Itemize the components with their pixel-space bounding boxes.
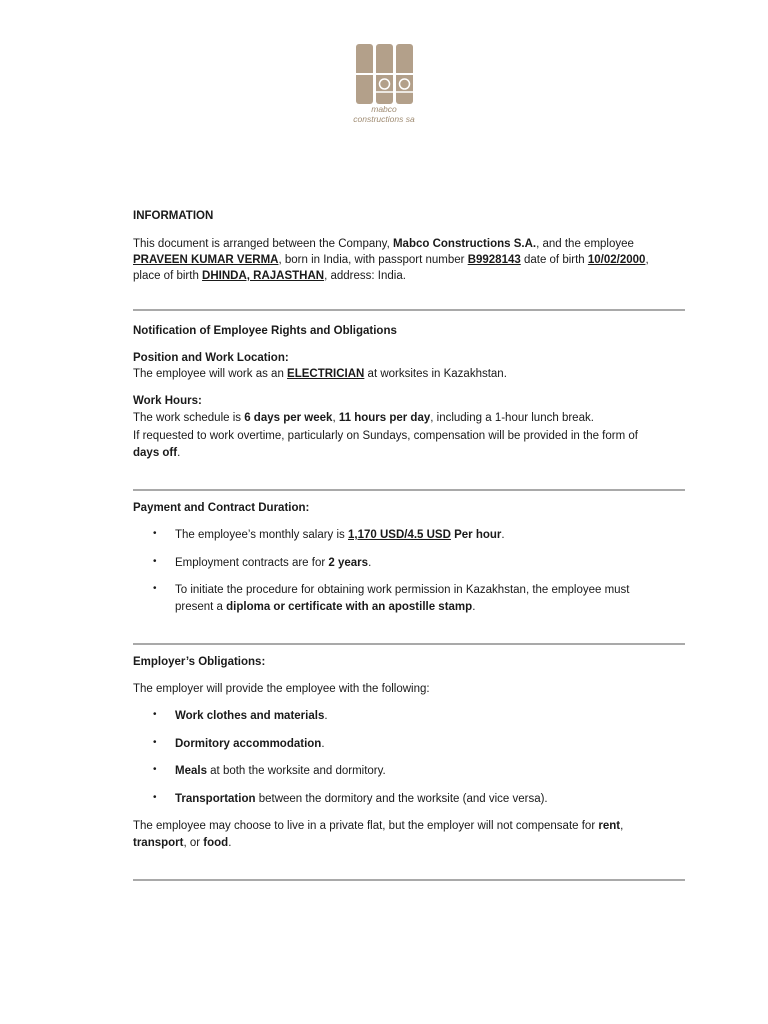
transport: transport bbox=[133, 837, 184, 849]
dormitory-text: . bbox=[321, 738, 325, 750]
hours-text: , bbox=[332, 412, 339, 424]
job-role: ELECTRICIAN bbox=[287, 368, 365, 380]
company-name: Mabco Constructions S.A. bbox=[392, 238, 537, 250]
rights-heading: Notification of Employee Rights and Obligations bbox=[133, 325, 397, 337]
hours-text: The work schedule is bbox=[133, 412, 245, 424]
bullet-icon: • bbox=[153, 556, 157, 567]
info-line-2 bbox=[133, 252, 685, 269]
flat-line-2 bbox=[133, 835, 685, 852]
meals-text: at both the worksite and dormitory. bbox=[206, 765, 386, 777]
hours-text: , including a 1-hour lunch break. bbox=[430, 412, 594, 424]
info-text: , and the employee bbox=[536, 238, 634, 250]
food: food bbox=[203, 837, 229, 849]
section-divider bbox=[133, 879, 685, 881]
overtime-text: . bbox=[177, 447, 181, 459]
logo-text bbox=[330, 104, 438, 124]
list-item-clothes bbox=[175, 708, 685, 725]
employer-intro: The employer will provide the employee with the following: bbox=[133, 683, 430, 695]
list-item-salary bbox=[175, 527, 685, 544]
flat-text: The employee may choose to live in a private flat, but the employer will not compensate for bbox=[133, 820, 599, 832]
date-of-birth: 10/02/2000 bbox=[587, 254, 646, 266]
bullet-icon: • bbox=[153, 737, 157, 748]
flat-text: , or bbox=[183, 837, 204, 849]
rent: rent bbox=[598, 820, 621, 832]
info-text: This document is arranged between the Company, bbox=[133, 238, 393, 250]
salary-text: . bbox=[501, 529, 505, 541]
list-item-contract bbox=[175, 555, 685, 572]
info-text: date of birth bbox=[520, 254, 588, 266]
info-text: , bbox=[645, 254, 649, 266]
position-text: at worksites in Kazakhstan. bbox=[364, 368, 507, 380]
bullet-icon: • bbox=[153, 709, 157, 720]
bullet-icon: • bbox=[153, 792, 157, 803]
info-line-3 bbox=[133, 268, 685, 285]
section-divider bbox=[133, 489, 685, 491]
diploma-requirement: diploma or certificate with an apostille stamp bbox=[226, 601, 473, 613]
list-item-transportation bbox=[175, 791, 685, 808]
flat-text: , bbox=[620, 820, 624, 832]
days-off: days off bbox=[133, 447, 178, 459]
employee-name: PRAVEEN KUMAR VERMA bbox=[133, 254, 279, 266]
salary-amount: 1,170 USD/4.5 USD bbox=[348, 529, 451, 541]
days-per-week: 6 days per week bbox=[244, 412, 333, 424]
logo-line-2: constructions sa bbox=[353, 114, 415, 124]
employer-heading: Employer’s Obligations: bbox=[133, 656, 266, 668]
hours-heading: Work Hours: bbox=[133, 395, 202, 407]
list-item-meals bbox=[175, 763, 685, 780]
permit-text: present a bbox=[175, 601, 227, 613]
flat-text: . bbox=[228, 837, 232, 849]
section-divider bbox=[133, 643, 685, 645]
hours-line bbox=[133, 410, 685, 427]
bullet-icon: • bbox=[153, 583, 157, 594]
overtime-line-1: If requested to work overtime, particularly on Sundays, compensation will be provided in the form of bbox=[133, 430, 638, 442]
permit-text: . bbox=[472, 601, 476, 613]
bullet-icon: • bbox=[153, 528, 157, 539]
position-line bbox=[133, 366, 685, 383]
position-text: The employee will work as an bbox=[133, 368, 288, 380]
information-heading: INFORMATION bbox=[133, 210, 214, 222]
info-line-1 bbox=[133, 236, 685, 253]
clothes-bold: Work clothes and materials bbox=[175, 710, 325, 722]
hours-per-day: 11 hours per day bbox=[338, 412, 431, 424]
section-divider bbox=[133, 309, 685, 311]
dormitory-bold: Dormitory accommodation bbox=[175, 738, 322, 750]
list-item-permit-2 bbox=[175, 599, 685, 616]
list-item-dormitory bbox=[175, 736, 685, 753]
info-text: place of birth bbox=[133, 270, 203, 282]
flat-line-1 bbox=[133, 818, 685, 835]
bullet-icon: • bbox=[153, 764, 157, 775]
per-hour: Per hour bbox=[450, 529, 502, 541]
info-text: , address: India. bbox=[324, 270, 406, 282]
passport-number: B9928143 bbox=[467, 254, 521, 266]
list-item-permit-1: To initiate the procedure for obtaining work permission in Kazakhstan, the employee must bbox=[175, 584, 630, 596]
contract-text: Employment contracts are for bbox=[175, 557, 329, 569]
clothes-text: . bbox=[324, 710, 328, 722]
payment-heading: Payment and Contract Duration: bbox=[133, 502, 310, 514]
salary-text: The employee’s monthly salary is bbox=[175, 529, 348, 541]
logo-line-1: mabco bbox=[371, 104, 397, 114]
meals-bold: Meals bbox=[175, 765, 207, 777]
contract-text: . bbox=[368, 557, 372, 569]
place-of-birth: DHINDA, RAJASTHAN bbox=[202, 270, 325, 282]
position-heading: Position and Work Location: bbox=[133, 352, 289, 364]
info-text: , born in India, with passport number bbox=[278, 254, 468, 266]
transportation-bold: Transportation bbox=[175, 793, 256, 805]
contract-years: 2 years bbox=[328, 557, 369, 569]
overtime-line-2 bbox=[133, 445, 685, 462]
transportation-text: between the dormitory and the worksite (and vice versa). bbox=[255, 793, 548, 805]
